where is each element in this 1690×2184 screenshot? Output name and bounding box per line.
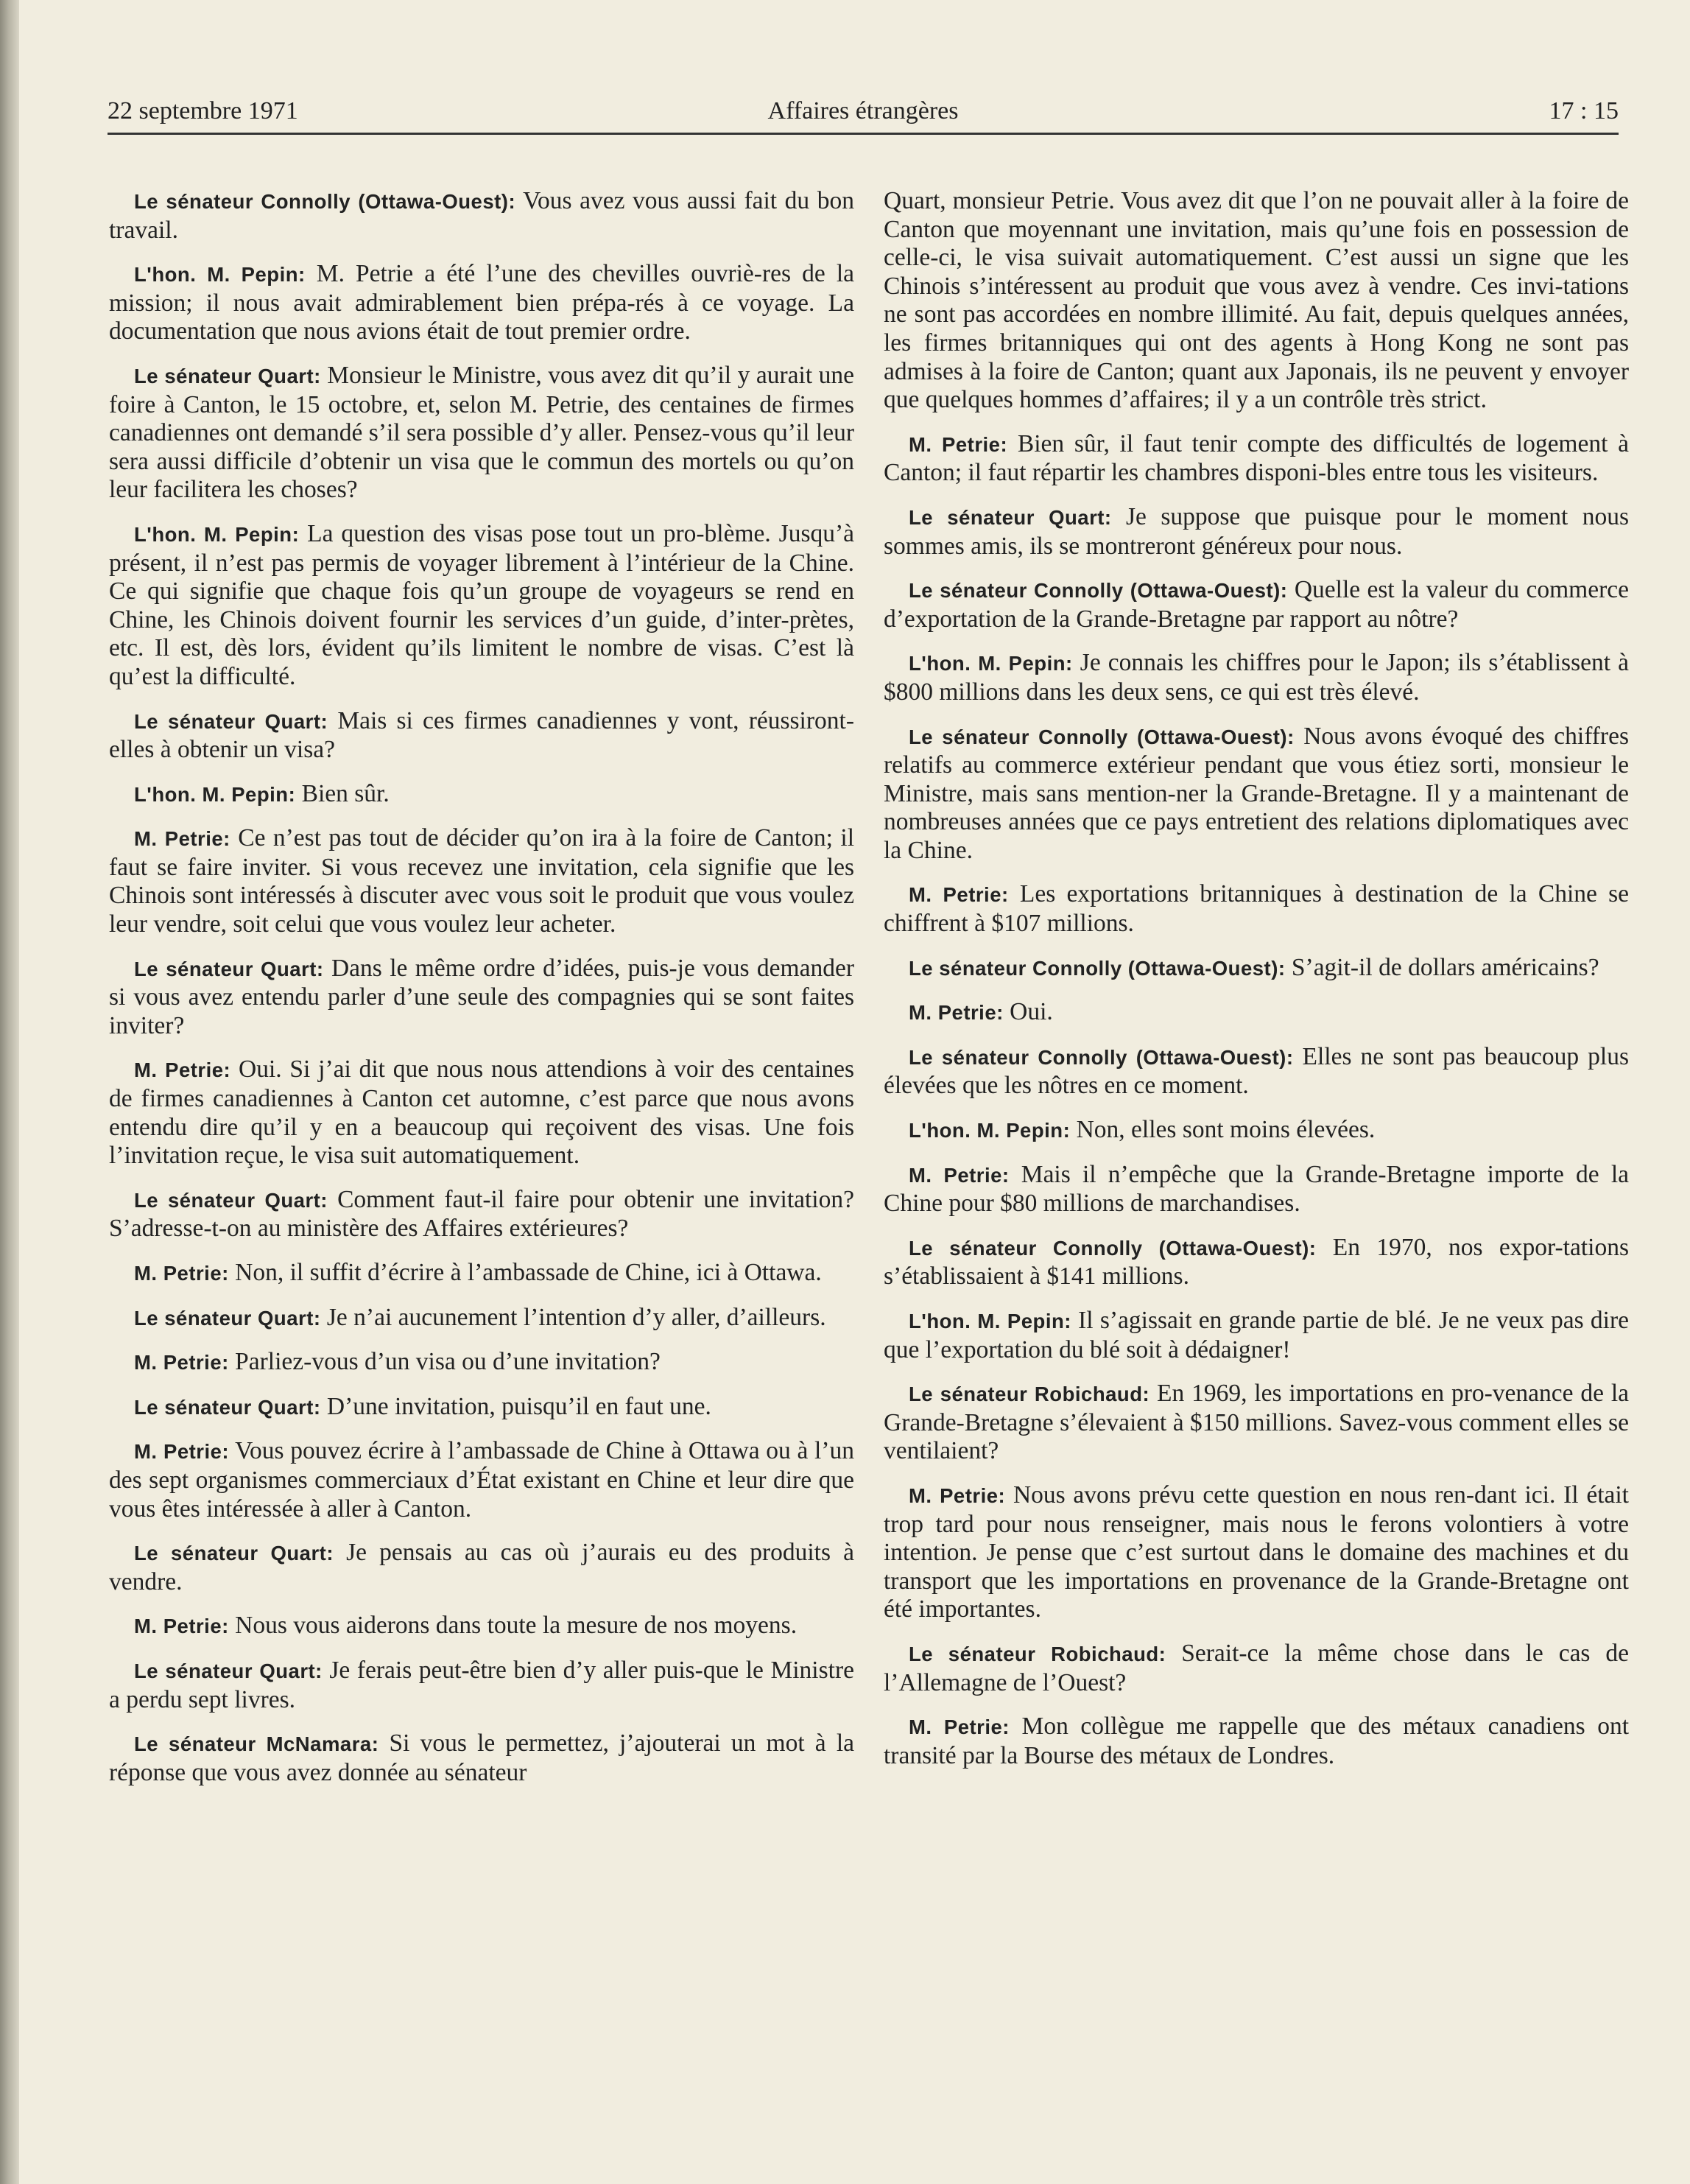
speaker-name: M. Petrie: <box>134 1440 230 1464</box>
speaker-name: Le sénateur Quart: <box>134 957 324 980</box>
speaker-name: M. Petrie: <box>134 827 230 851</box>
speech-text: Je suppose que puisque pour le moment nous sommes amis, ils se montreront généreux pour nous. <box>884 502 1630 560</box>
header-date: 22 septembre 1971 <box>108 97 298 124</box>
speech-text: Bien sûr, il faut tenir compte des difficultés de logement à Canton; il faut répartir les chambres disponi-bles entre tous les visiteurs. <box>884 429 1630 487</box>
speaker-name: M. Petrie: <box>909 1001 1004 1025</box>
speech-paragraph <box>884 1043 1629 1100</box>
speech-paragraph <box>109 520 854 692</box>
speech-paragraph <box>109 362 854 505</box>
speech-paragraph <box>884 187 1629 415</box>
speech-paragraph <box>884 430 1629 488</box>
speech-text: M. Petrie a été l’une des chevilles ouvriè-res de la mission; il nous avait admirablement bien prépa-rés à ce voyage. La documentation que nous avions était de tout premier ordre. <box>109 260 854 345</box>
speech-paragraph <box>109 1186 854 1243</box>
speech-text: D’une invitation, puisqu’il en faut une. <box>326 1392 711 1420</box>
speech-paragraph <box>884 1481 1629 1624</box>
speech-paragraph <box>109 707 854 765</box>
speech-text: Nous vous aiderons dans toute la mesure de nos moyens. <box>235 1612 798 1640</box>
speech-paragraph <box>884 1640 1629 1697</box>
speech-paragraph <box>109 1259 854 1288</box>
speech-paragraph <box>884 1234 1629 1291</box>
speech-text: Monsieur le Ministre, vous avez dit qu’il y aurait une foire à Canton, le 15 octobre, et, selon M. Petrie, des centaines de firmes canadiennes ont demandé s’il sera possible d’y aller. Pensez-vous qu’il leur sera aussi difficile d’obtenir un visa que le commun des mortels ou qu’on leur facilitera les choses? <box>109 361 855 504</box>
speech-paragraph <box>109 187 854 245</box>
speaker-name: L'hon. M. Pepin: <box>909 1119 1071 1142</box>
speaker-name: Le sénateur Connolly (Ottawa-Ouest): <box>134 190 516 213</box>
speech-text: Oui. Si j’ai dit que nous nous attendions à voir des centaines de firmes canadiennes à Canton cet automne, c’est parce que nous avons entendu dire qu’il y en a beaucoup qui reçoivent des visas. Une fois l’invitation reçue, le visa suit automatiquement. <box>109 1056 855 1170</box>
speech-paragraph <box>884 954 1629 983</box>
speech-paragraph <box>884 1380 1629 1466</box>
speaker-name: Le sénateur Connolly (Ottawa-Ouest): <box>909 956 1286 980</box>
speaker-name: Le sénateur Quart: <box>134 364 321 387</box>
speech-text: En 1969, les importations en pro-venance de la Grande-Bretagne s’élevaient à $150 millions. Savez-vous comment elles se ventilaient? <box>884 1380 1629 1465</box>
speech-paragraph <box>109 1056 854 1170</box>
speech-text: Je connais les chiffres pour le Japon; ils s’établissent à $800 millions dans les deux sens, ce qui est très élevé. <box>884 649 1630 706</box>
speech-paragraph <box>109 824 854 938</box>
speech-paragraph <box>109 1437 854 1523</box>
speaker-name: M. Petrie: <box>909 1483 1006 1507</box>
speaker-name: Le sénateur Quart: <box>909 505 1112 529</box>
speech-text: Quelle est la valeur du commerce d’exportation de la Grande-Bretagne par rapport au nôtre? <box>884 576 1629 633</box>
speaker-name: M. Petrie: <box>134 1058 231 1082</box>
speech-text: Quart, monsieur Petrie. Vous avez dit que l’on ne pouvait aller à la foire de Canton que moyennant une invitation, mais qu’une fois en possession de celle-ci, le visa suivait automatiquement. C’est aussi un signe que les Chinois s’intéressent au produit que vous avez à vendre. Ces invi-tations ne sont pas accordées en nombre illimité. Au fait, depuis quelques années, les firmes britanniques qui ont des agents à Hong Kong ne sont pas admises à la foire de Canton; quant aux Japonais, ils ne peuvent y envoyer que quelques hommes d’affaires; il y a un contrôle très strict. <box>884 187 1629 414</box>
speech-paragraph <box>884 649 1629 706</box>
speaker-name: M. Petrie: <box>909 1716 1010 1739</box>
speaker-name: Le sénateur Robichaud: <box>909 1383 1150 1406</box>
speaker-name: Le sénateur Connolly (Ottawa-Ouest): <box>909 1236 1317 1260</box>
speech-paragraph <box>109 1657 854 1714</box>
speech-text: La question des visas pose tout un pro-blème. Jusqu’à présent, il n’est pas permis de voyager librement à l’intérieur de la Chine. Ce qui signifie que chaque fois qu’un groupe de voyageurs se rend en Chine, les Chinois doivent fournir les services d’un guide, d’inter-prètes, etc. Il est, dès lors, évident qu’ils limitent le nombre de visas. C’est là qu’est la difficulté. <box>109 519 855 690</box>
speech-text: Nous avons prévu cette question en nous ren-dant ici. Il était trop tard pour nous renseigner, mais nous le ferons volontiers à votre intention. Je pense que c’est surtout dans le domaine des machines et du transport que les importations en provenance de la Grande-Bretagne ont été importantes. <box>884 1481 1629 1623</box>
speech-text: Vous avez vous aussi fait du bon travail. <box>109 187 854 244</box>
speech-paragraph <box>884 1161 1629 1218</box>
speech-text: Mais il n’empêche que la Grande-Bretagne importe de la Chine pour $80 millions de marchandises. <box>884 1160 1630 1218</box>
speaker-name: Le sénateur Connolly (Ottawa-Ouest): <box>909 579 1288 603</box>
speech-paragraph <box>884 576 1629 633</box>
speaker-name: M. Petrie: <box>134 1351 229 1374</box>
speech-text: Je pensais au cas où j’aurais eu des produits à vendre. <box>109 1539 854 1595</box>
speech-text: Les exportations britanniques à destination de la Chine se chiffrent à $107 millions. <box>884 880 1630 938</box>
speech-paragraph <box>109 1539 854 1596</box>
speech-text: Bien sûr. <box>301 779 390 807</box>
speech-paragraph <box>109 1612 854 1641</box>
speech-text: Parliez-vous d’un visa ou d’une invitation? <box>235 1348 661 1376</box>
left-column <box>109 187 854 1802</box>
speech-text: Mon collègue me rappelle que des métaux canadiens ont transité par la Bourse des métaux de Londres. <box>884 1713 1630 1769</box>
speaker-name: Le sénateur Quart: <box>134 709 328 733</box>
speech-text: Comment faut-il faire pour obtenir une invitation? S’adresse-t-on au ministère des Affaires extérieures? <box>109 1185 854 1243</box>
speaker-name: Le sénateur Connolly (Ottawa-Ouest): <box>909 1045 1294 1069</box>
speaker-name: M. Petrie: <box>134 1615 229 1638</box>
speech-text: Si vous le permettez, j’ajouterai un mot à la réponse que vous avez donnée au sénateur <box>109 1730 855 1786</box>
speech-paragraph <box>109 1304 854 1333</box>
speech-text: En 1970, nos expor-tations s’établissaient à $141 millions. <box>884 1233 1629 1291</box>
speech-paragraph <box>109 1393 854 1422</box>
speech-paragraph <box>109 955 854 1041</box>
speaker-name: M. Petrie: <box>909 432 1008 456</box>
speech-paragraph <box>884 1307 1629 1364</box>
speech-text: Il s’agissait en grande partie de blé. Je ne veux pas dire que l’exportation du blé soit à dédaigner! <box>884 1307 1629 1363</box>
speech-text: S’agit-il de dollars américains? <box>1291 953 1599 981</box>
speech-text: Serait-ce la même chose dans le cas de l’Allemagne de l’Ouest? <box>884 1639 1630 1696</box>
speech-paragraph <box>109 780 854 810</box>
speech-paragraph <box>109 260 854 346</box>
speaker-name: M. Petrie: <box>134 1262 229 1285</box>
speaker-name: L'hon. M. Pepin: <box>134 522 300 546</box>
speech-paragraph <box>884 880 1629 938</box>
speech-text: Non, il suffit d’écrire à l’ambassade de Chine, ici à Ottawa. <box>235 1259 822 1286</box>
speaker-name: Le sénateur Quart: <box>134 1188 328 1212</box>
speech-text: Ce n’est pas tout de décider qu’on ira à la foire de Canton; il faut se faire inviter. Si vous recevez une invitation, cela signifie que les Chinois sont intéressés à discuter avec vous soit le produit que vous voulez leur vendre, soit celui que vous voulez leur acheter. <box>109 824 855 938</box>
speaker-name: Le sénateur McNamara: <box>134 1732 379 1756</box>
speech-paragraph <box>109 1348 854 1377</box>
speech-text: Je n’ai aucunement l’intention d’y aller, d’ailleurs. <box>326 1303 826 1331</box>
speech-text: Nous avons évoqué des chiffres relatifs au commerce extérieur pendant que vous étiez sorti, monsieur le Ministre, mais sans mention-ner la Grande-Bretagne. Il y a maintenant de nombreuses années que ce pays entretient des relations diplomatiques avec la Chine. <box>884 722 1629 864</box>
speech-paragraph <box>109 1730 854 1787</box>
running-header <box>108 94 1619 135</box>
speech-paragraph <box>884 503 1629 561</box>
header-title: Affaires étrangères <box>767 97 959 124</box>
speaker-name: L'hon. M. Pepin: <box>134 782 296 806</box>
page-binding-edge <box>0 0 19 2184</box>
speech-text: Dans le même ordre d’idées, puis-je vous demander si vous avez entendu parler d’une seule des compagnies qui se sont faites inviter? <box>109 954 854 1039</box>
speech-text: Elles ne sont pas beaucoup plus élevées que les nôtres en ce moment. <box>884 1042 1629 1100</box>
speaker-name: Le sénateur Quart: <box>134 1659 323 1682</box>
header-page-number: 17 : 15 <box>1549 97 1619 124</box>
speech-paragraph <box>884 1713 1629 1770</box>
right-column <box>884 187 1629 1786</box>
speech-text: Vous pouvez écrire à l’ambassade de Chine à Ottawa ou à l’un des sept organismes commerciaux d’État existant en Chine et leur dire que vous êtes intéressée à aller à Canton. <box>109 1437 854 1523</box>
speech-text: Non, elles sont moins élevées. <box>1076 1116 1376 1144</box>
speaker-name: L'hon. M. Pepin: <box>909 652 1073 675</box>
speaker-name: M. Petrie: <box>909 1163 1010 1187</box>
speaker-name: Le sénateur Robichaud: <box>909 1642 1166 1665</box>
speech-text: Mais si ces firmes canadiennes y vont, réussiront-elles à obtenir un visa? <box>109 706 854 764</box>
speech-text: Je ferais peut-être bien d’y aller puis-que le Ministre a perdu sept livres. <box>109 1656 854 1713</box>
speaker-name: Le sénateur Quart: <box>134 1542 334 1565</box>
speech-paragraph <box>884 1116 1629 1145</box>
speaker-name: M. Petrie: <box>909 883 1009 907</box>
speaker-name: L'hon. M. Pepin: <box>134 263 306 287</box>
speaker-name: Le sénateur Connolly (Ottawa-Ouest): <box>909 725 1295 748</box>
speech-text: Oui. <box>1010 998 1053 1026</box>
speaker-name: Le sénateur Quart: <box>134 1395 321 1419</box>
speaker-name: Le sénateur Quart: <box>134 1306 321 1330</box>
speech-paragraph <box>884 998 1629 1028</box>
speech-paragraph <box>884 723 1629 865</box>
speaker-name: L'hon. M. Pepin: <box>909 1310 1071 1332</box>
